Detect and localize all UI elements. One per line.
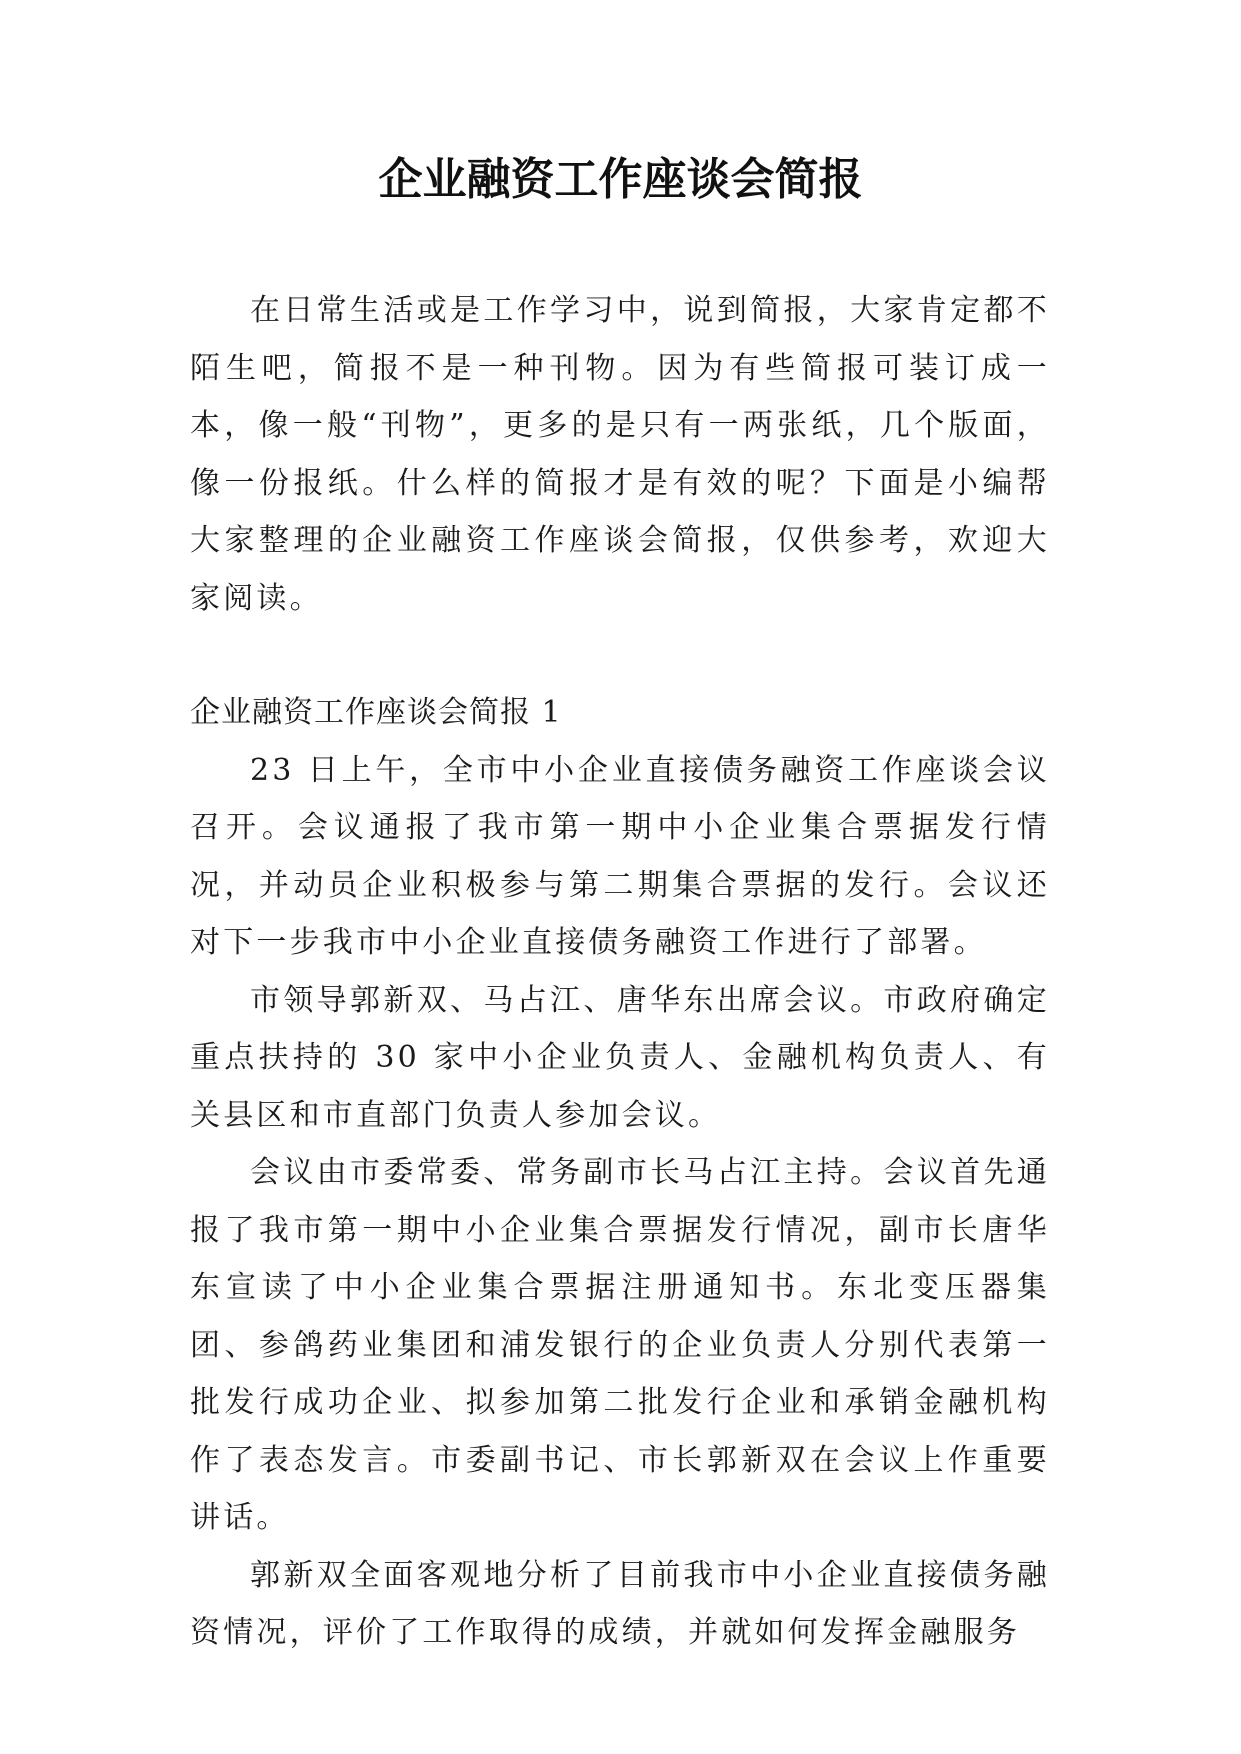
document-title: 企业融资工作座谈会简报 [378,154,863,205]
body-paragraph-2: 市领导郭新双、马占江、唐华东出席会议。市政府确定重点扶持的 30 家中小企业负责人、金融机构负责人、有关县区和市直部门负责人参加会议。 [190,982,1050,1133]
body-paragraph-4: 郭新双全面客观地分析了目前我市中小企业直接债务融资情况，评价了工作取得的成绩，并就如何发挥金融服务 [190,1557,1050,1650]
document-body [190,282,1050,1662]
section-heading: 企业融资工作座谈会简报 1 [190,695,562,730]
intro-paragraph: 在日常生活或是工作学习中，说到简报，大家肯定都不陌生吧，简报不是一种刊物。因为有些简报可装订成一本，像一般“刊物”，更多的是只有一两张纸，几个版面，像一份报纸。什么样的简报才是有效的呢？下面是小编帮大家整理的企业融资工作座谈会简报，仅供参考，欢迎大家阅读。 [190,293,1050,616]
body-paragraph-1: 23 日上午，全市中小企业直接债务融资工作座谈会议召开。会议通报了我市第一期中小企业集合票据发行情况，并动员企业积极参与第二期集合票据的发行。会议还对下一步我市中小企业直接债务融资工作进行了部署。 [190,752,1050,960]
body-paragraph-3: 会议由市委常委、常务副市长马占江主持。会议首先通报了我市第一期中小企业集合票据发行情况，副市长唐华东宣读了中小企业集合票据注册通知书。东北变压器集团、参鸽药业集团和浦发银行的企业负责人分别代表第一批发行成功企业、拟参加第二批发行企业和承销金融机构作了表态发言。市委副书记、市长郭新双在会议上作重要讲话。 [190,1155,1050,1535]
